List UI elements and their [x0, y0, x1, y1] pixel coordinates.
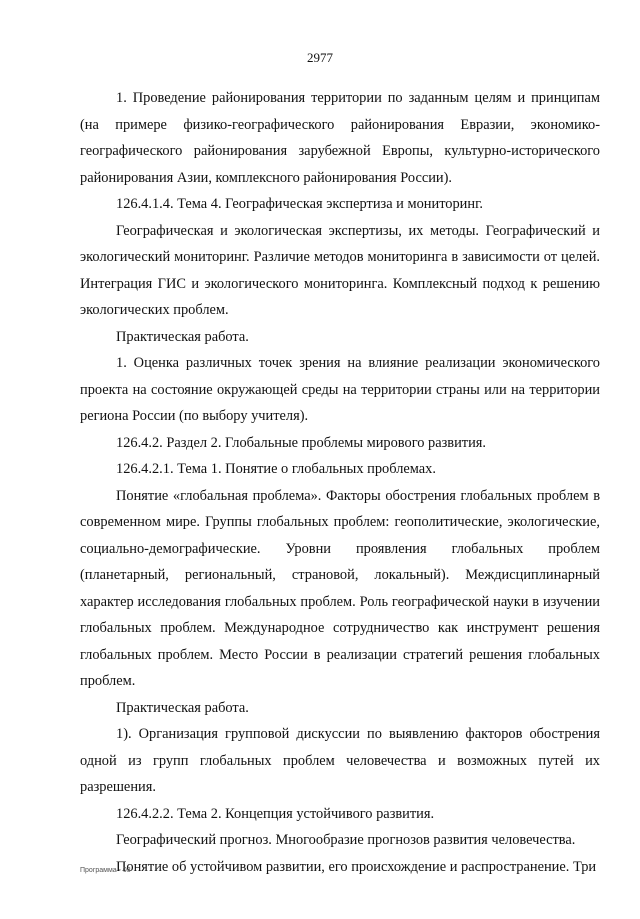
paragraph: Практическая работа. [116, 328, 249, 345]
page-footer: Программа - 03 [80, 867, 131, 874]
paragraph: Понятие «глобальная проблема». Факторы обострения глобальных проблем в современном мире. Группы глобальных проблем: геополитические, экологические, социально-демографические. Уровни проявления глобальных проблем (планетарный, региональный, страновой, локальный). Междисциплинарный характер исследования глобальных проблем. Роль географической науки в изучении глобальных проблем. Международное сотрудничество как инструмент решения глобальных проблем. Место России в реализации стратегий решения глобальных проблем. [80, 487, 600, 689]
paragraph: 126.4.1.4. Тема 4. Географическая экспертиза и мониторинг. [116, 196, 483, 212]
paragraph: 1). Организация групповой дискуссии по выявлению факторов обострения одной из групп глобальных проблем человечества и возможных путей их разрешения. [80, 726, 600, 795]
paragraph: 1. Проведение районирования территории по заданным целям и принципам (на примере физико-географического районирования Евразии, экономико-географического районирования зарубежной Европы, культурно-исторического районирования Азии, комплексного районирования России). [80, 90, 600, 186]
paragraph: Практическая работа. [116, 699, 249, 716]
paragraph: Понятие об устойчивом развитии, его происхождение и распространение. Три [116, 858, 597, 875]
paragraph: Географический прогноз. Многообразие прогнозов развития человечества. [116, 832, 576, 848]
paragraph: Географическая и экологическая экспертизы, их методы. Географический и экологический мониторинг. Различие методов мониторинга в зависимости от целей. Интеграция ГИС и экологического мониторинга. Комплексный подход к решению экологических проблем. [80, 222, 600, 318]
paragraph: 1. Оценка различных точек зрения на влияние реализации экономического проекта на состояние окружающей среды на территории страны или на территории региона России (по выбору учителя). [80, 355, 600, 424]
document-body [80, 85, 600, 880]
paragraph: 126.4.2. Раздел 2. Глобальные проблемы мирового развития. [116, 434, 487, 451]
paragraph: 126.4.2.1. Тема 1. Понятие о глобальных проблемах. [116, 461, 436, 477]
paragraph: 126.4.2.2. Тема 2. Концепция устойчивого развития. [116, 805, 435, 822]
page-number: 2977 [307, 50, 333, 65]
